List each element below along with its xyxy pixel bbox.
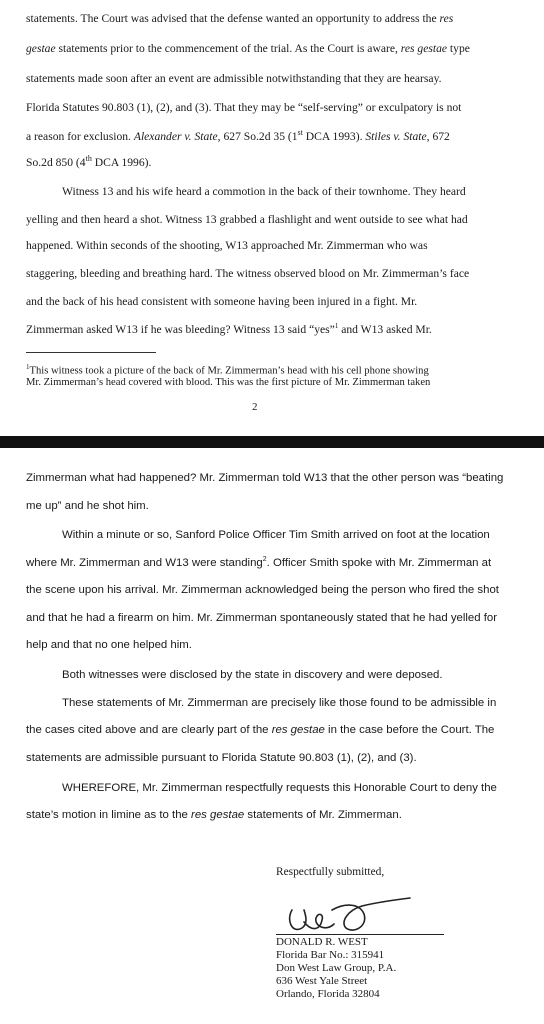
closing-text: Respectfully submitted, [276, 866, 385, 878]
document-page-2 [0, 448, 544, 1024]
body-line: statements made soon after an event are admissible notwithstanding that they are hearsay. [26, 72, 442, 85]
city-address: Orlando, Florida 32804 [276, 988, 380, 1000]
body-line: state’s motion in limine as to the res gestae statements of Mr. Zimmerman. [26, 809, 402, 821]
firm-name: Don West Law Group, P.A. [276, 962, 397, 974]
body-line: So.2d 850 (4th DCA 1996). [26, 154, 152, 169]
page-number: 2 [252, 401, 258, 413]
body-line: statements are admissible pursuant to Florida Statute 90.803 (1), (2), and (3). [26, 752, 417, 764]
page-separator [0, 436, 544, 448]
footnote-line: Mr. Zimmerman’s head covered with blood. This was the first picture of Mr. Zimmerman taken [26, 377, 431, 388]
body-line: Zimmerman asked W13 if he was bleeding? Witness 13 said “yes”$^1$ and W13 asked Mr. [26, 322, 432, 336]
body-line: me up” and he shot him. [26, 500, 149, 512]
body-line: the scene upon his arrival. Mr. Zimmerman acknowledged being the person who fired the shot [26, 584, 499, 596]
body-line: where Mr. Zimmerman and W13 were standing$^2$. Officer Smith spoke with Mr. Zimmerman at [26, 556, 492, 569]
signer-name: DONALD R. WEST [276, 936, 368, 948]
body-line: WHEREFORE, Mr. Zimmerman respectfully requests this Honorable Court to deny the [62, 782, 497, 794]
street-address: 636 West Yale Street [276, 975, 368, 987]
footnote-line: $^1$This witness took a picture of the back of Mr. Zimmerman’s head with his cell phone showing [26, 363, 429, 377]
handwritten-signature [282, 880, 422, 938]
document-page-1 [0, 0, 544, 436]
body-line: and that he had a firearm on him. Mr. Zimmerman spontaneously stated that he had yelled for [26, 612, 498, 624]
body-line: and the back of his head consistent with someone having been injured in a fight. Mr. [26, 295, 418, 308]
body-line: statements. The Court was advised that the defense wanted an opportunity to address the res [26, 12, 454, 25]
body-line: happened. Within seconds of the shooting, W13 approached Mr. Zimmerman who was [26, 239, 428, 252]
body-line: staggering, bleeding and breathing hard. The witness observed blood on Mr. Zimmerman’s face [26, 267, 470, 280]
signature-line [276, 934, 444, 935]
body-line: yelling and then heard a shot. Witness 13 grabbed a flashlight and went outside to see what had [26, 213, 468, 226]
body-line: help and that no one helped him. [26, 639, 192, 651]
body-line: Witness 13 and his wife heard a commotion in the back of their townhome. They heard [62, 185, 466, 198]
body-line: Within a minute or so, Sanford Police Officer Tim Smith arrived on foot at the location [62, 529, 490, 541]
body-line: Zimmerman what had happened? Mr. Zimmerman told W13 that the other person was “beating [26, 472, 504, 484]
body-line: gestae statements prior to the commencement of the trial. As the Court is aware, res gestae type [26, 42, 470, 55]
body-line: Both witnesses were disclosed by the state in discovery and were deposed. [62, 669, 443, 681]
body-line: These statements of Mr. Zimmerman are precisely like those found to be admissible in [62, 697, 497, 709]
footnote-rule [26, 352, 156, 353]
body-line: a reason for exclusion. Alexander v. State, 627 So.2d 35 (1st DCA 1993). Stiles v. State, 672 [26, 128, 450, 143]
body-line: the cases cited above and are clearly part of the res gestae in the case before the Court. The [26, 724, 495, 736]
body-line: Florida Statutes 90.803 (1), (2), and (3). That they may be “self-serving” or exculpatory is not [26, 101, 462, 114]
bar-number: Florida Bar No.: 315941 [276, 949, 385, 961]
